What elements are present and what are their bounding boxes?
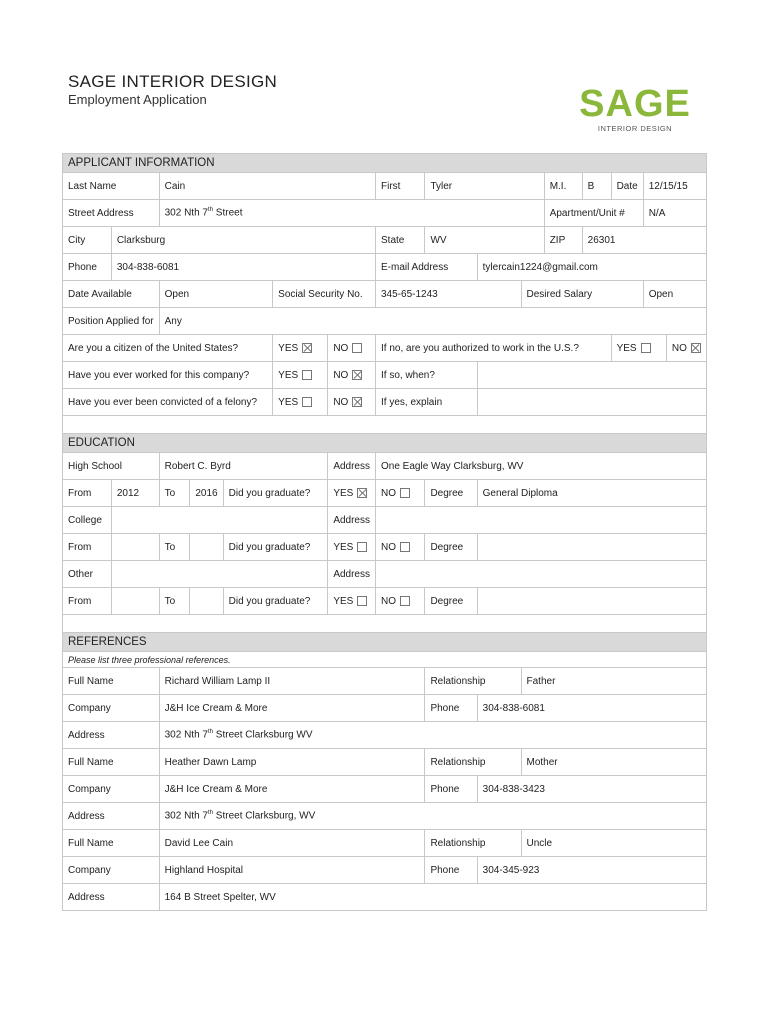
ref2-name-field[interactable]: Heather Dawn Lamp xyxy=(159,749,425,776)
ref2-relationship-label: Relationship xyxy=(425,749,521,776)
felony-yes[interactable] xyxy=(273,389,328,416)
college-from-label: From xyxy=(63,534,112,561)
company-name: SAGE INTERIOR DESIGN xyxy=(68,72,278,91)
apt-label: Apartment/Unit # xyxy=(544,200,643,227)
ref2-address-field[interactable] xyxy=(159,803,706,830)
city-label: City xyxy=(63,227,112,254)
street-sup: th xyxy=(208,207,214,214)
citizen-no[interactable] xyxy=(328,335,376,362)
apt-field[interactable]: N/A xyxy=(643,200,706,227)
felony-no[interactable] xyxy=(328,389,376,416)
yes-label: YES xyxy=(333,487,354,499)
ref3-name-field[interactable]: David Lee Cain xyxy=(159,830,425,857)
ref1-relationship-field[interactable]: Father xyxy=(521,668,706,695)
references-note: Please list three professional references. xyxy=(63,652,707,668)
other-label: Other xyxy=(63,561,112,588)
other-address-label: Address xyxy=(328,561,376,588)
applicant-section-header: APPLICANT INFORMATION xyxy=(63,154,707,173)
explain-question: If yes, explain xyxy=(376,389,478,416)
college-address-label: Address xyxy=(328,507,376,534)
yes-label: YES xyxy=(278,342,299,354)
ref3-relationship-field[interactable]: Uncle xyxy=(521,830,706,857)
hs-degree-field[interactable]: General Diploma xyxy=(477,480,706,507)
ref3-phone-field[interactable]: 304-345-923 xyxy=(477,857,706,884)
phone-field[interactable]: 304-838-6081 xyxy=(111,254,375,281)
email-label: E-mail Address xyxy=(376,254,478,281)
when-field[interactable] xyxy=(477,362,706,389)
ref1-phone-label: Phone xyxy=(425,695,477,722)
ref3-phone-label: Phone xyxy=(425,857,477,884)
yes-label: YES xyxy=(278,396,299,408)
hs-degree-label: Degree xyxy=(425,480,477,507)
no-label: NO xyxy=(333,396,349,408)
ref3-relationship-label: Relationship xyxy=(425,830,521,857)
felony-question: Have you ever been convicted of a felony? xyxy=(63,389,273,416)
phone-label: Phone xyxy=(63,254,112,281)
hs-from-label: From xyxy=(63,480,112,507)
ref3-company-field[interactable]: Highland Hospital xyxy=(159,857,425,884)
no-label: NO xyxy=(381,541,396,553)
hs-from-field[interactable]: 2012 xyxy=(111,480,159,507)
no-label: NO xyxy=(333,369,349,381)
zip-field[interactable]: 26301 xyxy=(582,227,706,254)
company-logo xyxy=(579,76,691,136)
ref2-address-sup: th xyxy=(208,810,214,817)
no-label: NO xyxy=(381,595,396,607)
when-question: If so, when? xyxy=(376,362,478,389)
section-spacer xyxy=(63,416,707,434)
ref2-address-rest: Street Clarksburg, WV xyxy=(213,810,316,822)
ref3-address-field[interactable]: 164 B Street Spelter, WV xyxy=(159,884,706,911)
date-field[interactable]: 12/15/15 xyxy=(643,173,706,200)
other-field[interactable] xyxy=(111,561,327,588)
hs-address-label: Address xyxy=(328,453,376,480)
yes-label: YES xyxy=(333,595,354,607)
other-graduate-question: Did you graduate? xyxy=(223,588,328,615)
college-to-field[interactable] xyxy=(190,534,223,561)
checkbox-checked[interactable] xyxy=(691,343,701,353)
mi-field[interactable]: B xyxy=(582,173,611,200)
college-degree-label: Degree xyxy=(425,534,477,561)
checkbox[interactable] xyxy=(302,397,312,407)
checkbox[interactable] xyxy=(400,542,410,552)
ref1-address-rest: Street Clarksburg WV xyxy=(213,729,313,741)
ref1-company-field[interactable]: J&H Ice Cream & More xyxy=(159,695,425,722)
college-graduate-no[interactable] xyxy=(376,534,425,561)
checkbox[interactable] xyxy=(302,370,312,380)
other-graduate-yes[interactable] xyxy=(328,588,376,615)
ref1-name-field[interactable]: Richard William Lamp II xyxy=(159,668,425,695)
high-school-label: High School xyxy=(63,453,160,480)
citizen-yes[interactable] xyxy=(273,335,328,362)
ref3-company-label: Company xyxy=(63,857,160,884)
worked-question: Have you ever worked for this company? xyxy=(63,362,273,389)
state-label: State xyxy=(376,227,425,254)
last-name-label: Last Name xyxy=(63,173,160,200)
college-address-field[interactable] xyxy=(376,507,707,534)
salary-field[interactable]: Open xyxy=(643,281,706,308)
street-field[interactable] xyxy=(159,200,544,227)
hs-graduate-question: Did you graduate? xyxy=(223,480,328,507)
mi-label: M.I. xyxy=(544,173,582,200)
position-label: Position Applied for xyxy=(63,308,160,335)
ref1-name-label: Full Name xyxy=(63,668,160,695)
worked-no[interactable] xyxy=(328,362,376,389)
date-label: Date xyxy=(611,173,643,200)
hs-graduate-yes[interactable] xyxy=(328,480,376,507)
yes-label: YES xyxy=(333,541,354,553)
ref1-address-field[interactable] xyxy=(159,722,706,749)
checkbox-checked[interactable] xyxy=(352,397,362,407)
checkbox[interactable] xyxy=(352,343,362,353)
worked-yes[interactable] xyxy=(273,362,328,389)
ref1-relationship-label: Relationship xyxy=(425,668,521,695)
ref2-company-label: Company xyxy=(63,776,160,803)
citizen-question: Are you a citizen of the United States? xyxy=(63,335,273,362)
ref2-phone-label: Phone xyxy=(425,776,477,803)
checkbox-checked[interactable] xyxy=(352,370,362,380)
other-degree-field[interactable] xyxy=(477,588,706,615)
other-degree-label: Degree xyxy=(425,588,477,615)
ref1-phone-field[interactable]: 304-838-6081 xyxy=(477,695,706,722)
hs-to-label: To xyxy=(159,480,190,507)
ref1-address-sup: th xyxy=(208,729,214,736)
hs-to-field[interactable]: 2016 xyxy=(190,480,223,507)
street-label: Street Address xyxy=(63,200,160,227)
other-to-field[interactable] xyxy=(190,588,223,615)
authorized-no[interactable] xyxy=(666,335,706,362)
other-from-label: From xyxy=(63,588,112,615)
street-text: 302 Nth 7 xyxy=(164,207,208,219)
salary-label: Desired Salary xyxy=(521,281,643,308)
application-form xyxy=(62,153,707,911)
college-label: College xyxy=(63,507,112,534)
last-name-field[interactable]: Cain xyxy=(159,173,375,200)
ref1-company-label: Company xyxy=(63,695,160,722)
checkbox-checked[interactable] xyxy=(302,343,312,353)
ref2-company-field[interactable]: J&H Ice Cream & More xyxy=(159,776,425,803)
high-school-field[interactable]: Robert C. Byrd xyxy=(159,453,328,480)
date-available-label: Date Available xyxy=(63,281,160,308)
street-text-rest: Street xyxy=(213,207,243,219)
no-label: NO xyxy=(381,487,396,499)
ref2-relationship-field[interactable]: Mother xyxy=(521,749,706,776)
other-address-field[interactable] xyxy=(376,561,707,588)
no-label: NO xyxy=(671,342,687,354)
college-to-label: To xyxy=(159,534,190,561)
other-graduate-no[interactable] xyxy=(376,588,425,615)
authorized-question: If no, are you authorized to work in the U.S.? xyxy=(376,335,612,362)
references-section-header: REFERENCES xyxy=(63,633,707,652)
college-from-field[interactable] xyxy=(111,534,159,561)
email-field[interactable]: tylercain1224@gmail.com xyxy=(477,254,706,281)
state-field[interactable]: WV xyxy=(425,227,544,254)
section-spacer xyxy=(63,615,707,633)
ref2-phone-field[interactable]: 304-838-3423 xyxy=(477,776,706,803)
college-graduate-yes[interactable] xyxy=(328,534,376,561)
zip-label: ZIP xyxy=(544,227,582,254)
ref1-address-label: Address xyxy=(63,722,160,749)
checkbox[interactable] xyxy=(357,596,367,606)
other-from-field[interactable] xyxy=(111,588,159,615)
hs-address-field[interactable]: One Eagle Way Clarksburg, WV xyxy=(376,453,707,480)
date-available-field[interactable]: Open xyxy=(159,281,273,308)
college-graduate-question: Did you graduate? xyxy=(223,534,328,561)
hs-graduate-no[interactable] xyxy=(376,480,425,507)
college-degree-field[interactable] xyxy=(477,534,706,561)
checkbox[interactable] xyxy=(641,343,651,353)
first-name-label: First xyxy=(376,173,425,200)
logo-tagline: INTERIOR DESIGN xyxy=(597,124,673,133)
first-name-field[interactable]: Tyler xyxy=(425,173,544,200)
checkbox[interactable] xyxy=(357,542,367,552)
ref3-address-label: Address xyxy=(63,884,160,911)
no-label: NO xyxy=(333,342,349,354)
position-field[interactable]: Any xyxy=(159,308,706,335)
ref2-address-label: Address xyxy=(63,803,160,830)
ref3-name-label: Full Name xyxy=(63,830,160,857)
checkbox[interactable] xyxy=(400,596,410,606)
ssn-field[interactable]: 345-65-1243 xyxy=(376,281,522,308)
education-section-header: EDUCATION xyxy=(63,434,707,453)
ref1-address-text: 302 Nth 7 xyxy=(164,729,208,741)
form-title: Employment Application xyxy=(68,92,207,107)
other-to-label: To xyxy=(159,588,190,615)
authorized-yes[interactable] xyxy=(611,335,666,362)
college-field[interactable] xyxy=(111,507,327,534)
city-field[interactable]: Clarksburg xyxy=(111,227,375,254)
checkbox[interactable] xyxy=(400,488,410,498)
yes-label: YES xyxy=(278,369,299,381)
explain-field[interactable] xyxy=(477,389,706,416)
ssn-label: Social Security No. xyxy=(273,281,376,308)
ref2-address-text: 302 Nth 7 xyxy=(164,810,208,822)
ref2-name-label: Full Name xyxy=(63,749,160,776)
yes-label: YES xyxy=(616,342,637,354)
logo-word: SAGE xyxy=(579,83,691,125)
checkbox-checked[interactable] xyxy=(357,488,367,498)
